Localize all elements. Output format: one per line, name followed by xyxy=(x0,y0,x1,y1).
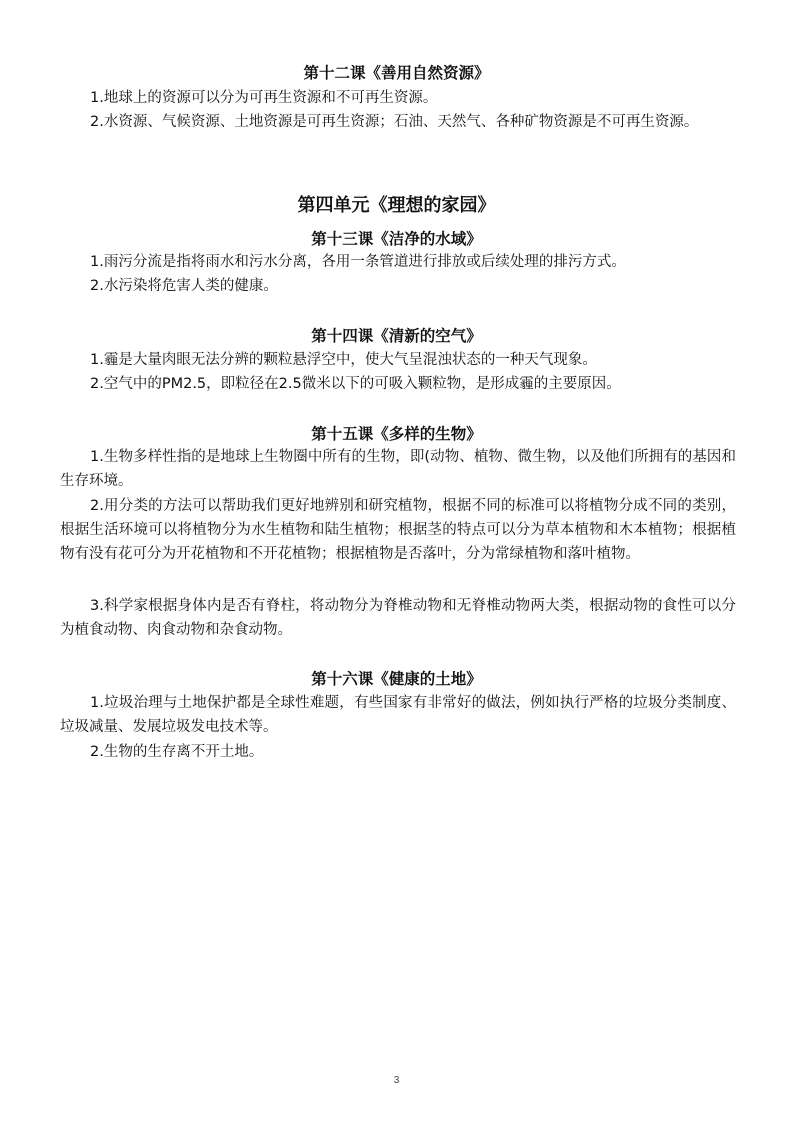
lesson-14-point-1: 1.霾是大量肉眼无法分辨的颗粒悬浮空中，使大气呈混浊状态的一种天气现象。 xyxy=(90,352,597,368)
lesson-14-title: 第十四课《清新的空气》 xyxy=(311,326,482,345)
lesson-15-point-1: 1.生物多样性指的是地球上生物圈中所有的生物，即(动物、植物、微生物，以及他们所拥有的基因和生存环境。 xyxy=(60,449,736,489)
page-number: 3 xyxy=(393,1075,400,1086)
lesson-15-point-3: 3.科学家根据身体内是否有脊柱，将动物分为脊椎动物和无脊椎动物两大类，根据动物的食性可以分为植食动物、肉食动物和杂食动物。 xyxy=(60,598,736,638)
lesson-15-title: 第十五课《多样的生物》 xyxy=(311,424,482,443)
lesson-14-point-2: 2.空气中的PM2.5，即粒径在2.5微米以下的可吸入颗粒物，是形成霾的主要原因。 xyxy=(90,376,621,392)
lesson-13-point-2: 2.水污染将危害人类的健康。 xyxy=(90,278,278,294)
lesson-15-point-2: 2.用分类的方法可以帮助我们更好地辨别和研究植物，根据不同的标准可以将植物分成不同的类别，根据生活环境可以将植物分为水生植物和陆生植物；根据茎的特点可以分为草本植物和木本植物；根据植物有没有花可分为开花植物和不开花植物；根据植物是否落叶，分为常绿植物和落叶植物。 xyxy=(60,498,736,562)
lesson-13-point-1: 1.雨污分流是指将雨水和污水分离，各用一条管道进行排放或后续处理的排污方式。 xyxy=(90,254,626,270)
lesson-13-title: 第十三课《洁净的水域》 xyxy=(311,229,482,248)
unit-4-title: 第四单元《理想的家园》 xyxy=(297,195,496,216)
lesson-12-point-2: 2.水资源、气候资源、土地资源是可再生资源；石油、天然气、各种矿物资源是不可再生资源。 xyxy=(90,114,699,130)
lesson-16-point-1: 1.垃圾治理与土地保护都是全球性难题，有些国家有非常好的做法，例如执行严格的垃圾分类制度、垃圾减量、发展垃圾发电技术等。 xyxy=(60,695,736,735)
lesson-12-point-1: 1.地球上的资源可以分为可再生资源和不可再生资源。 xyxy=(90,90,438,106)
lesson-12-title: 第十二课《善用自然资源》 xyxy=(303,63,490,82)
lesson-16-title: 第十六课《健康的土地》 xyxy=(311,669,482,688)
lesson-16-point-2: 2.生物的生存离不开土地。 xyxy=(90,744,264,760)
